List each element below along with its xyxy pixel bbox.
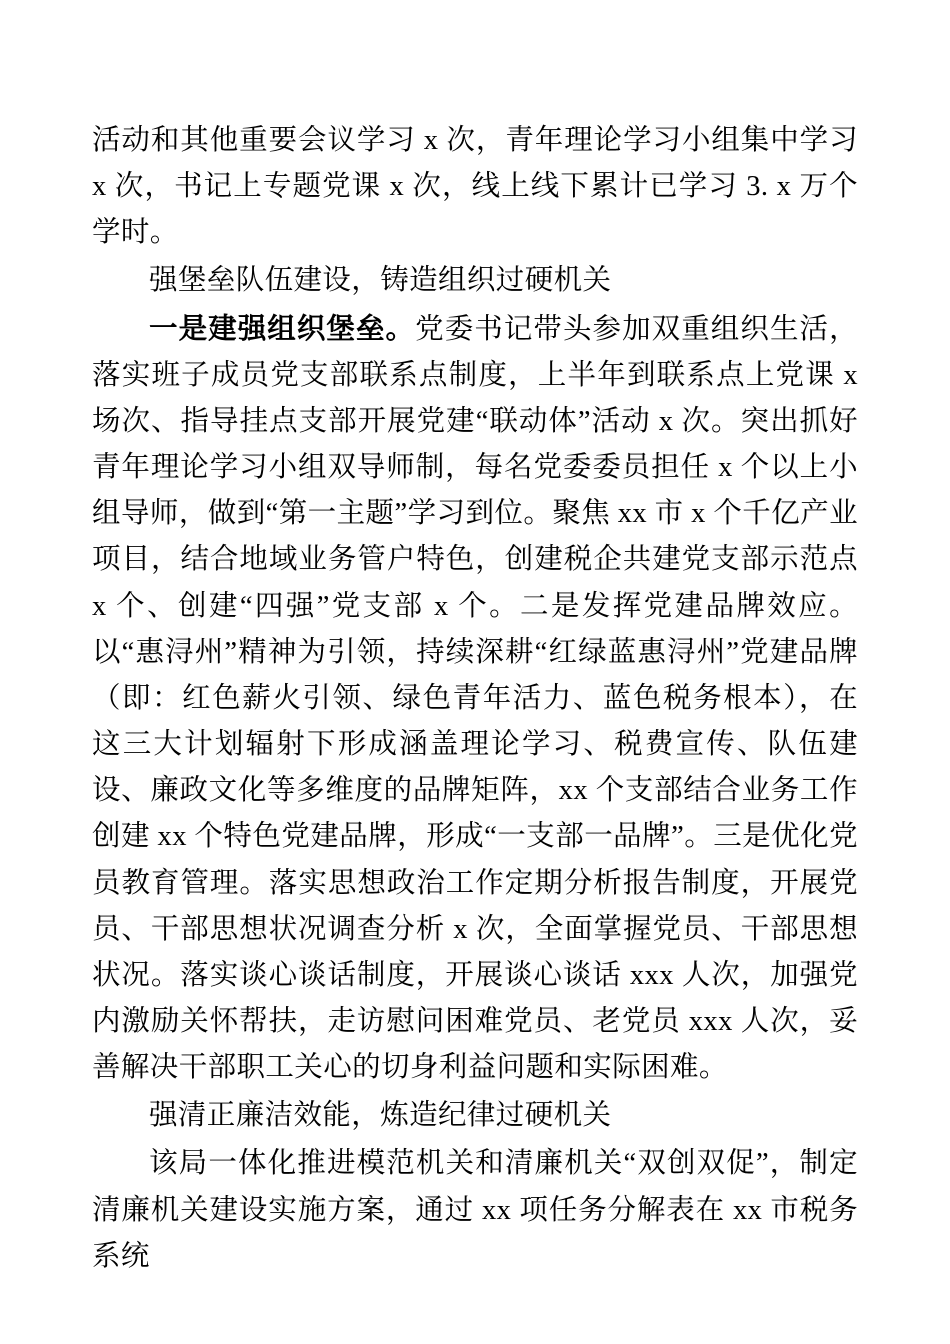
paragraph-continuation: 活动和其他重要会议学习 x 次，青年理论学习小组集中学习 x 次，书记上专题党课 x 次，线上线下累计已学习 3. x 万个学时。: [92, 125, 858, 249]
paragraph-lead-in: 一是建强组织堡垒。: [149, 313, 416, 345]
paragraph-integrity-body: 该局一体化推进模范机关和清廉机关“双创双促”，制定清廉机关建设实施方案，通过 xx 项任务分解表在 xx 市税务系统: [92, 1148, 858, 1272]
document-body: [92, 118, 858, 1280]
paragraph-text: 党委书记带头参加双重组织生活，落实班子成员党支部联系点制度，上半年到联系点上党课 x 场次、指导挂点支部开展党建“联动体”活动 x 次。突出抓好青年理论学习小组双导师制，每名党委委员担任 x 个以上小组导师，做到“第一主题”学习到位。聚焦 xx 市 x 个千亿产业项目，结合地域业务管户特色，创建税企共建党支部示范点 x 个、创建“四强”党支部 x 个。二是发挥党建品牌效应。以“惠浔州”精神为引领，持续深耕“红绿蓝惠浔州”党建品牌（即：红色薪火引领、绿色青年活力、蓝色税务根本），在这三大计划辐射下形成涵盖理论学习、税费宣传、队伍建设、廉政文化等多维度的品牌矩阵，xx 个支部结合业务工作创建 xx 个特色党建品牌，形成“一支部一品牌”。三是优化党员教育管理。落实思想政治工作定期分析报告制度，开展党员、干部思想状况调查分析 x 次，全面掌握党员、干部思想状况。落实谈心谈话制度，开展谈心谈话 xxx 人次，加强党内激励关怀帮扶，走访慰问困难党员、老党员 xxx 人次，妥善解决干部职工关心的切身利益问题和实际困难。: [92, 313, 858, 1084]
paragraph-organization-body: [92, 307, 858, 1092]
section-heading-integrity: 强清正廉洁效能，炼造纪律过硬机关: [149, 1100, 612, 1132]
section-heading-organization: 强堡垒队伍建设，铸造组织过硬机关: [149, 265, 612, 297]
